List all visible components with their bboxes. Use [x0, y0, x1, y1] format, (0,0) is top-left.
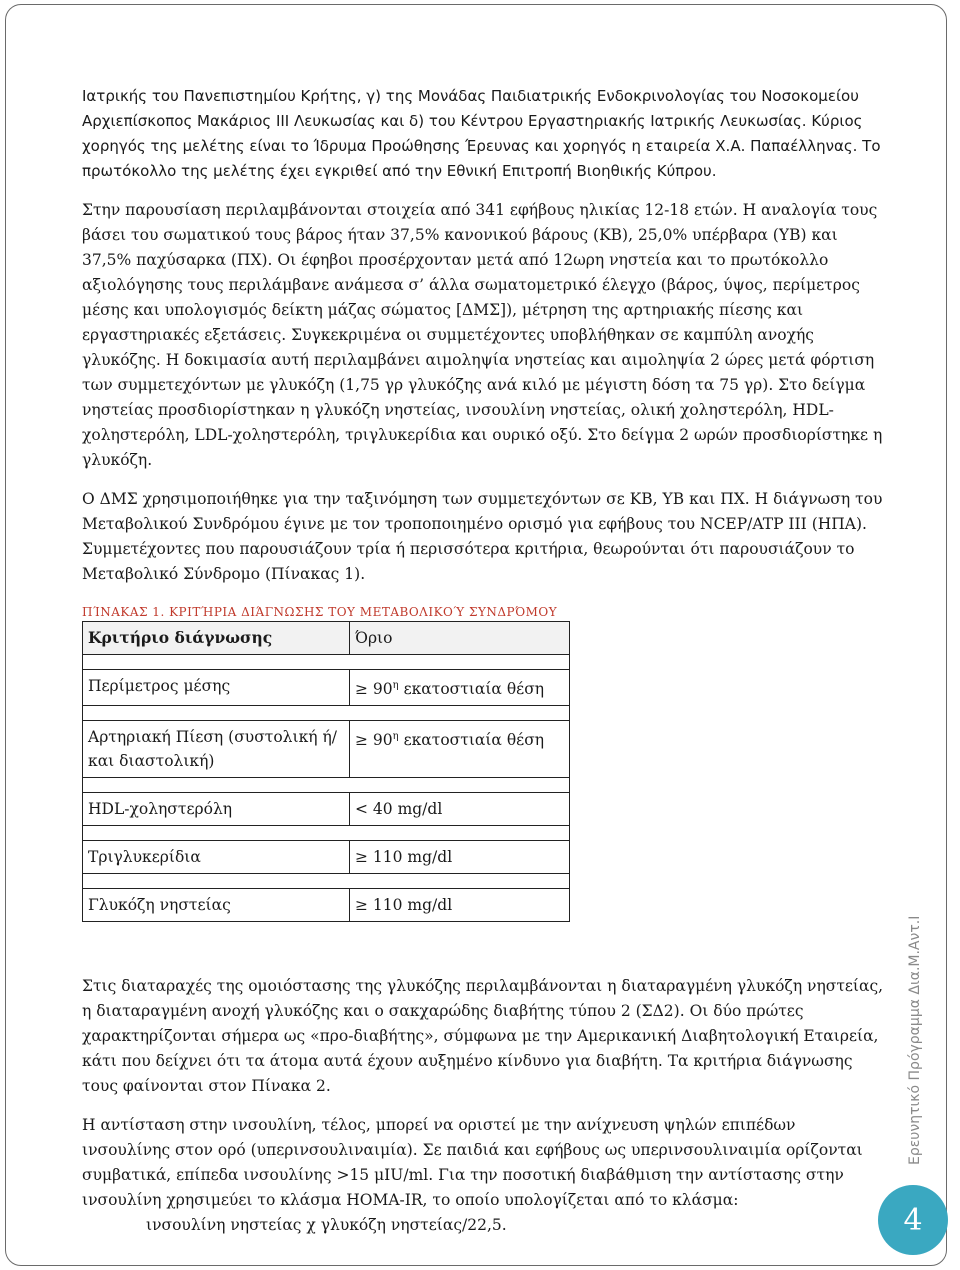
- criterion-cell: Περίμετρος μέσης: [83, 670, 350, 706]
- paragraph-metabolic-syndrome: Ο ΔΜΣ χρησιμοποιήθηκε για την ταξινόμηση των συμμετεχόντων σε ΚΒ, ΥΒ και ΠΧ. Η διάγνωση του Μεταβολικού Συνδρόμου έγινε με τον τροποποιημένο ορισμό για εφήβους του NCEP/ATP III (ΗΠΑ). Συμμετέχοντες που παρουσιάζουν τρία ή περισσότερα κριτήρια, θεωρούνται ότι παρουσιάζουν το Μεταβολικό Σύνδρομο (Πίνακας 1).: [82, 490, 883, 583]
- document-body: [82, 84, 888, 1238]
- criterion-cell: Γλυκόζη νηστείας: [83, 889, 350, 922]
- page-number-badge: 4: [878, 1185, 948, 1255]
- table-row: [83, 721, 570, 778]
- limit-cell: ≥ 110 mg/dl: [350, 841, 570, 874]
- table-caption: ΠΊΝΑΚΑΣ 1. ΚΡΙΤΉΡΙΑ ΔΙΆΓΝΩΣΗΣ ΤΟΥ ΜΕΤΑΒΟΛΙΚΟΎ ΣΥΝΔΡΌΜΟΥ: [82, 605, 558, 619]
- criterion-cell: Αρτηριακή Πίεση (συστολική ή/και διαστολική): [83, 721, 350, 778]
- limit-cell: ≥ $90^\eta$ εκατοστιαία θέση: [350, 721, 570, 778]
- limit-cell: ≥ $90^\eta$ εκατοστιαία θέση: [350, 670, 570, 706]
- limit-cell: ≥ 110 mg/dl: [350, 889, 570, 922]
- homa-formula: ινσουλίνη νηστείας χ γλυκόζη νηστείας/22,5.: [146, 1216, 507, 1235]
- criterion-cell: Τριγλυκερίδια: [83, 841, 350, 874]
- table-row: [83, 793, 570, 826]
- limit-cell: < 40 mg/dl: [350, 793, 570, 826]
- table-header-row: [83, 622, 570, 655]
- table-header-criterion: Κριτήριο διάγνωσης: [83, 622, 350, 655]
- paragraph-participants: Στην παρουσίαση περιλαμβάνονται στοιχεία από 341 εφήβους ηλικίας 12-18 ετών. Η αναλογία τους βάσει του σωματικού τους βάρος ήταν 37,5% κανονικού βάρους (ΚΒ), 25,0% υπέρβαρα (ΥΒ) και 37,5% παχύσαρκα (ΠΧ). Οι έφηβοι προσέρχονταν μετά από 12ωρη νηστεία και το πρωτόκολλο αξιολόγησης τους περιλάμβανε ανάμεσα σ’ άλλα σωματομετρικό έλεγχο (βάρος, ύψος, περίμετρος μέσης και υπολογισμός δείκτη μάζας σώματος [ΔΜΣ]), μέτρηση της αρτηριακής πίεσης και εργαστηριακές εξετάσεις. Συγκεκριμένα οι συμμετέχοντες υποβλήθηκαν σε καμπύλη ανοχής γλυκόζης. Η δοκιμασία αυτή περιλαμβάνει αιμοληψία νηστείας και αιμοληψία 2 ώρες μετά φόρτιση των συμμετεχόντων με γλυκόζη (1,75 γρ γλυκόζης ανά κιλό με μέγιστη δόση τα 75 γρ). Στο δείγμα νηστείας προσδιορίστηκαν η γλυκόζη νηστείας, ινσουλίνη νηστείας, ολική χοληστερόλη, HDL-χοληστερόλη, LDL-χοληστερόλη, τριγλυκερίδια και ουρικό οξύ. Στο δείγμα 2 ωρών προσδιορίστηκε η γλυκόζη.: [82, 201, 883, 469]
- table-header-limit: Όριο: [350, 622, 570, 655]
- paragraph-continuation: Ιατρικής του Πανεπιστημίου Κρήτης, γ) της Μονάδας Παιδιατρικής Ενδοκρινολογίας του Νοσοκομείου Αρχιεπίσκοπος Μακάριος ΙΙΙ Λευκωσίας και δ) του Κέντρου Εργαστηριακής Ιατρικής Λευκωσίας. Κύριος χορηγός της μελέτης είναι το Ίδρυμα Προώθησης Έρευνας και χορηγός η εταιρεία Χ.Α. Παπαέλληνας. Το πρωτόκολλο της μελέτης έχει εγκριθεί από την Εθνική Επιτροπή Βιοηθικής Κύπρου.: [82, 87, 881, 180]
- paragraph-glucose-disorders: Στις διαταραχές της ομοιόστασης της γλυκόζης περιλαμβάνονται η διαταραγμένη γλυκόζη νηστείας, η διαταραγμένη ανοχή γλυκόζης και ο σακχαρώδης διαβήτης τύπου 2 (ΣΔ2). Οι δύο πρώτες χαρακτηρίζονται σήμερα ως «προ-διαβήτης», σύμφωνα με την Αμερικανική Διαβητολογική Εταιρεία, κάτι που δείχνει ότι τα άτομα αυτά έχουν αυξημένο κίνδυνο για διαβήτη. Τα κριτήρια διάγνωσης τους φαίνονται στον Πίνακα 2.: [82, 977, 884, 1096]
- table-row: [83, 841, 570, 874]
- table-row: [83, 889, 570, 922]
- criterion-cell: HDL-χοληστερόλη: [83, 793, 350, 826]
- sidebar-program-title: Ερευνητικό Πρόγραμμα Δια.Μ.Αντ.Ι: [907, 915, 923, 1165]
- paragraph-insulin-resistance: Η αντίσταση στην ινσουλίνη, τέλος, μπορεί να οριστεί με την ανίχνευση ψηλών επιπέδων ινσουλίνης στον ορό (υπερινσουλιναιμία). Σε παιδιά και εφήβους ως υπερινσουλιναιμία ορίζονται συμβατικά, επίπεδα ινσουλίνης >15 μIU/ml. Για την ποσοτική διαβάθμιση την αντίστασης στην ινσουλίνη χρησιμεύει το κλάσμα HOMA-IR, το οποίο υπολογίζεται από το κλάσμα:: [82, 1116, 863, 1210]
- criteria-table: [82, 621, 570, 922]
- table-row: [83, 670, 570, 706]
